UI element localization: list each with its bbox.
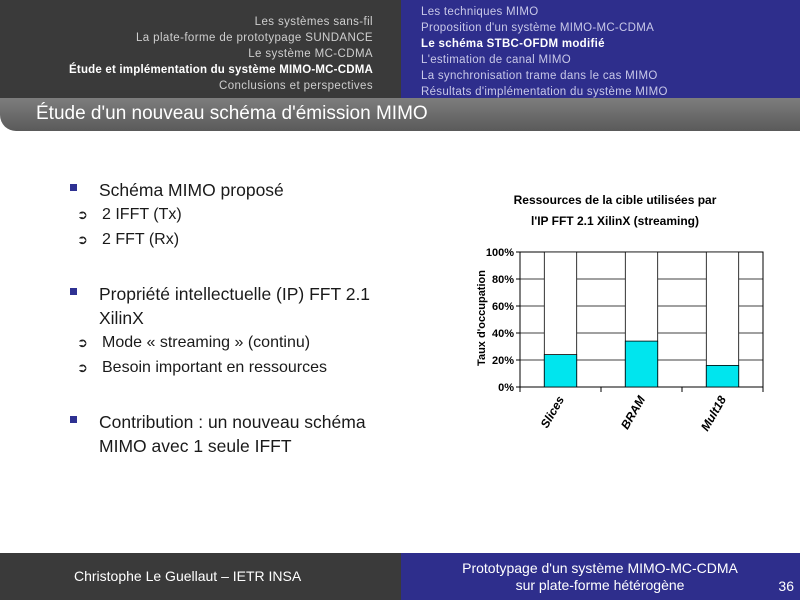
bullet-item (68, 178, 418, 202)
hook-arrow-icon: ➲ (77, 360, 88, 375)
bar (544, 355, 576, 387)
chart-title-line: l'IP FFT 2.1 XilinX (streaming) (531, 214, 699, 228)
sub-bullet-item (68, 330, 418, 355)
sub-bullet-text: Mode « streaming » (continu) (102, 334, 311, 351)
bullet-text: Propriété intellectuelle (IP) FFT 2.1 XilinX (99, 284, 371, 328)
bar (625, 341, 657, 387)
section-list (69, 14, 373, 94)
sub-bullet-item (68, 355, 418, 380)
footer-title-line: sur plate-forme hétérogène (515, 577, 685, 593)
y-tick-label: 0% (498, 382, 514, 394)
slide-title-bar (0, 98, 800, 131)
sub-bullet-text: 2 IFFT (Tx) (102, 206, 182, 223)
chart-title-line: Ressources de la cible utilisées par (513, 193, 717, 207)
hook-arrow-icon: ➲ (77, 232, 88, 247)
y-tick-label: 100% (485, 247, 514, 259)
section-item-active[interactable]: Étude et implémentation du système MIMO-MC-CDMA (69, 64, 373, 76)
slide-title: Étude d'un nouveau schéma d'émission MIMO (36, 103, 428, 124)
section-item[interactable]: Le système MC-CDMA (248, 48, 373, 60)
subsection-nav (401, 0, 800, 102)
bullet-square-icon (70, 288, 77, 295)
bullet-square-icon (70, 416, 77, 423)
subsection-item-active[interactable]: Le schéma STBC-OFDM modifié (421, 38, 605, 50)
x-tick-label: BRAM (617, 393, 649, 432)
sub-bullet-text: Besoin important en ressources (102, 359, 327, 376)
hook-arrow-icon: ➲ (77, 207, 88, 222)
subsection-item[interactable]: Résultats d'implémentation du système MIMO (421, 86, 668, 98)
subsection-item[interactable]: La synchronisation trame dans le cas MIMO (421, 70, 658, 82)
slide-content (68, 178, 418, 458)
footer-title-line: Prototypage d'un système MIMO-MC-CDMA (462, 560, 738, 576)
footer-author: Christophe Le Guellaut – IETR INSA (74, 568, 302, 584)
y-tick-label: 20% (491, 355, 514, 367)
section-item[interactable]: La plate-forme de prototypage SUNDANCE (135, 32, 373, 44)
footer-title (401, 560, 799, 594)
bullet-text: Contribution : un nouveau schéma MIMO avec 1 seule IFFT (99, 412, 366, 456)
hook-arrow-icon: ➲ (77, 335, 88, 350)
sub-bullet-item (68, 227, 418, 252)
subsection-item[interactable]: Les techniques MIMO (421, 6, 539, 18)
bullet-item (68, 410, 418, 458)
footer-author-panel (0, 553, 401, 600)
section-nav (0, 0, 401, 102)
bullet-item (68, 282, 418, 330)
section-item[interactable]: Les systèmes sans-fil (254, 16, 373, 28)
resource-chart (465, 190, 765, 470)
chart-plot (465, 190, 765, 470)
page-number: 36 (778, 578, 794, 594)
bullet-text: Schéma MIMO proposé (99, 180, 284, 200)
section-item[interactable]: Conclusions et perspectives (219, 80, 373, 92)
sub-bullet-item (68, 202, 418, 227)
y-tick-label: 80% (491, 274, 514, 286)
subsection-item[interactable]: Proposition d'un système MIMO-MC-CDMA (421, 22, 655, 34)
x-tick-label: Slices (537, 393, 568, 431)
bullet-square-icon (70, 184, 77, 191)
y-tick-label: 40% (491, 328, 514, 340)
sub-bullet-text: 2 FFT (Rx) (102, 231, 180, 248)
y-axis-label: Taux d'occupation (476, 270, 488, 366)
x-tick-label: Mult18 (697, 393, 730, 434)
footer-title-panel (401, 553, 800, 600)
subsection-list (421, 4, 668, 100)
subsection-item[interactable]: L'estimation de canal MIMO (421, 54, 571, 66)
y-tick-label: 60% (491, 301, 514, 313)
bar (706, 365, 738, 387)
